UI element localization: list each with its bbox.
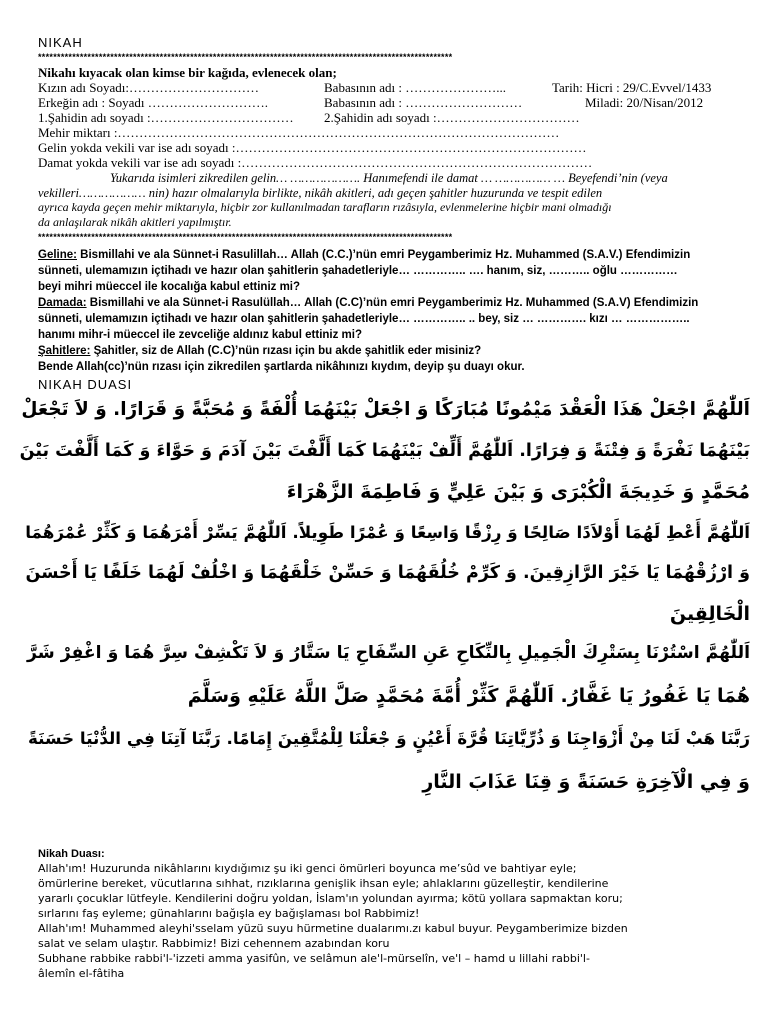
groom-father-field: Babasının adı : ………………………: [324, 95, 523, 110]
arabic-prayer-line: وَ فِي الْآخِرَةِ حَسَنَةً وَ قِنَا عَذَابَ النَّارِ: [422, 771, 750, 793]
statement-line: vekilleri……………… nin) hazır olmalarıyla birlikte, nikâh akitleri, adı geçen şahitler huzurunda ve tespit edilen: [38, 186, 603, 200]
translation-line: Allah'ım! Huzurunda nikâhlarını kıydığımız şu iki genci ömürleri boyunca me’sûd ve bahtiyar eyle;: [38, 862, 577, 875]
translation-line: salat ve selam ulaştır. Rabbimiz! Bizi cehennem azabından koru: [38, 937, 390, 950]
bride-label: Geline:: [38, 249, 77, 261]
translation-line: Allah'ım! Muhammed aleyhi'sselam yüzü suyu hürmetine dualarımı.zı kabul buyur. Peygamberimize bizden: [38, 922, 628, 935]
gregorian-date: Miladi: 20/Nisan/2012: [585, 95, 704, 110]
arabic-prayer-line: اَللّٰهُمَّ أَعْطِ لَهُمَا أَوْلاَدًا صَالِحًا وَ رِزْقًا وَاسِعًا وَ عُمْرًا طَوِيلاً. اَللّٰهُمَّ يَسِّرْ أَمْرَهُمَا وَ كَثِّرْ عُمْرَهُمَا: [25, 522, 750, 542]
arabic-prayer-line: اَللّٰهُمَّ اجْعَلْ هَذَا الْعَقْدَ مَيْمُونًا مُبَارَكًا وَ اجْعَلْ بَيْنَهُمَا أُلْفَةً وَ مُحَبَّةً وَ قَرَارًا. وَ لاَ تَجْعَلْ: [21, 399, 750, 420]
prayer-title: NIKAH DUASI: [38, 377, 133, 392]
witness1-field: 1.Şahidin adı soyadı :……………………………: [38, 110, 294, 125]
groom-label: Damada:: [38, 297, 87, 309]
witness-label: Şahitlere:: [38, 345, 91, 357]
bride-proxy-field: Gelin yokda vekili var ise adı soyadı :………………………………………………………………………: [38, 140, 587, 155]
arabic-prayer-line: بَيْنَهُمَا نَفْرَةً وَ فِتْنَةً وَ فِرَارًا. اَللّٰهُمَّ أَلِّفْ بَيْنَهُمَا كَمَا أَلَّفْتَ بَيْنَ آدَمَ وَ حَوَّاءَ وَ كَمَا أَلَّفْتَ بَيْنَ: [19, 441, 750, 461]
bride-text: sünneti, ulemamızın içtihadı ve hazır olan şahitlerin şahadetleriyle… ………….. …. hanım, siz, ……….. oğlu ……………: [38, 265, 678, 277]
star-divider: *************************************************************************************************************: [38, 52, 453, 62]
bride-name-field: Kızın adı Soyadı:…………………………: [38, 80, 259, 95]
translation-line: yararlı çocuklar lütfeyle. Kendilerini doğru yoldan, İslam'ın yolundan ayırma; kötü yollara sapmaktan koru;: [38, 892, 623, 905]
statement-line: ayrıca kayda geçen mehir miktarıyla, hiçbir zor kullanılmadan tarafların rızâsıyla, evlenmelerine hiçbir mani olmadığı: [38, 200, 612, 214]
arabic-prayer-line: الْخَالِقِينَ: [669, 603, 750, 625]
translation-title: Nikah Duası:: [38, 848, 105, 860]
arabic-prayer-line: مُحَمَّدٍ وَ خَدِيجَةَ الْكُبْرَى وَ بَيْنَ عَلِيٍّ وَ فَاطِمَةَ الزَّهْرَاءَ: [286, 481, 750, 503]
witness-question: [38, 345, 481, 358]
groom-text: hanımı mihr-i müeccel ile zevceliğe aldınız kabul ettiniz mi?: [38, 329, 363, 341]
statement-line: da anlaşılarak nikâh akitleri yapılmıştır.: [38, 215, 232, 229]
form-intro: Nikahı kıyacak olan kimse bir kağıda, evlenecek olan;: [38, 65, 337, 80]
translation-line: Subhane rabbike rabbi'l-'izzeti amma yasifûn, ve selâmun ale'l-mürselîn, ve'l – hamd u lillahi rabbi'l-: [38, 952, 590, 965]
groom-text: sünneti, ulemamızın içtihadı ve hazır olan şahitlerin şahadetleriyle… ………….. .. bey, siz … …………. kızı … ……………..: [38, 313, 690, 325]
groom-name-field: Erkeğin adı : Soyadı ……………………….: [38, 95, 269, 110]
witness-text: Şahitler, siz de Allah (C.C)’nün rızası için bu akde şahitlik eder misiniz?: [90, 345, 482, 357]
arabic-prayer-line: رَبَّنَا هَبْ لَنَا مِنْ أَزْوَاجِنَا وَ ذُرِّيَّاتِنَا قُرَّةَ أَعْيُنٍ وَ جْعَلْنَا لِلْمُتَّقِينَ إِمَامًا. رَبَّنَا آتِنَا فِي الدُّنْيَا حَسَنَةً: [27, 728, 750, 748]
closing-statement: Bende Allah(cc)’nün rızası için zikredilen şartlarda nikâhınızı kıydım, deyip şu duayı okur.: [38, 361, 525, 373]
bride-text: Bismillahi ve ala Sünnet-i Rasulillah… Allah (C.C.)’nün emri Peygamberimiz Hz. Muhammed (S.A.V.) Efendimizin: [76, 249, 691, 261]
statement-line: Yukarıda isimleri zikredilen gelin… ………………. Hanımefendi ile damat … …………… … Beyefendi’nin (veya: [110, 171, 668, 185]
arabic-prayer-line: وَ ارْزُقْهُمَا يَا خَيْرَ الرَّازِقِينَ. وَ كَرِّمْ خُلُقَهُمَا وَ حَسِّنْ خَلْقَهُمَا وَ اخْلُفْ لَهُمَا خَلَفًا يَا أَحْسَنَ: [25, 563, 750, 583]
witness2-field: 2.Şahidin adı soyadı :……………………………: [324, 110, 580, 125]
groom-question: [38, 297, 698, 310]
bride-question: [38, 249, 690, 262]
star-divider: *************************************************************************************************************: [38, 232, 453, 242]
arabic-prayer-line: هُمَا يَا غَفُورُ يَا غَفَّارُ. اَللّٰهُمَّ كَثِّرْ أُمَّةَ مُحَمَّدٍ صَلَّ اللَّهُ عَلَيْهِ وَسَلَّمَ: [187, 685, 750, 707]
page-title: NIKAH: [38, 35, 83, 50]
bride-text: beyi mihri müeccel ile kocalığa kabul ettiniz mi?: [38, 281, 301, 293]
groom-proxy-field: Damat yokda vekili var ise adı soyadı :………………………………………………………………………: [38, 155, 593, 170]
dowry-field: Mehir miktarı :…………………………………………………………………………………………: [38, 125, 560, 140]
hijri-date: Tarih: Hicri : 29/C.Evvel/1433: [552, 80, 712, 95]
translation-line: ömürlerine bereket, vücutlarına sıhhat, rızıklarına genişlik ihsan eyle; ahlaklarını güzelleştir, kendilerine: [38, 877, 609, 890]
groom-text: Bismillahi ve ala Sünnet-i Rasulüllah… Allah (C.C)’nün emri Peygamberimiz Hz. Muhammed (S.A.V) Efendimizin: [86, 297, 699, 309]
arabic-prayer-line: اَللّٰهُمَّ اسْتُرْنَا بِسَتْرِكَ الْجَمِيلِ بِالنِّكَاحِ عَنِ السِّفَاحِ يَا سَتَّارُ وَ لاَ تَكْشِفْ سِرَّ هُمَا وَ اغْفِرْ شَرَّ: [27, 643, 750, 663]
translation-line: âlemîn el-fâtiha: [38, 967, 125, 980]
translation-line: sırlarını faş eyleme; günahlarını bağışla ey bağışlaması bol Rabbimiz!: [38, 907, 420, 920]
bride-father-field: Babasının adı : …………………...: [324, 80, 506, 95]
